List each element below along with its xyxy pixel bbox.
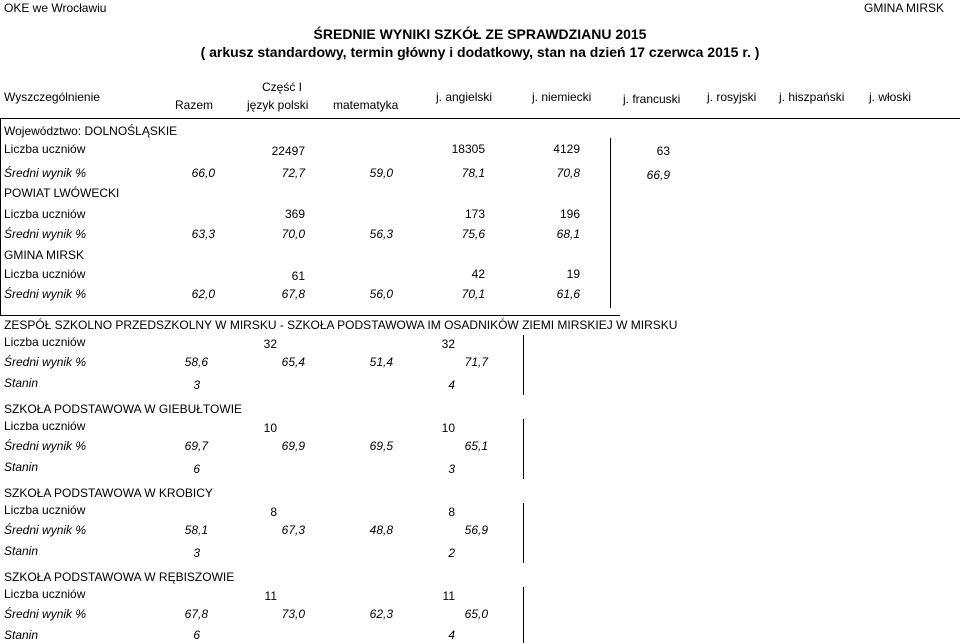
row-label-stanin: Stanin bbox=[4, 544, 39, 558]
sredni-niemiecki: 61,6 bbox=[556, 287, 580, 301]
school-name: SZKOŁA PODSTAWOWA W KROBICY bbox=[4, 486, 213, 500]
section-title: GMINA MIRSK bbox=[4, 248, 85, 262]
row-label-liczba: Liczba uczniów bbox=[4, 587, 86, 601]
sredni-razem: 67,8 bbox=[184, 607, 208, 621]
col-francuski: j. francuski bbox=[623, 92, 681, 106]
sredni-matematyka: 51,4 bbox=[369, 355, 393, 369]
liczba-niemiecki: 4129 bbox=[553, 142, 580, 156]
col-wyszczegolnienie: Wyszczególnienie bbox=[4, 90, 100, 104]
row-label-stanin: Stanin bbox=[4, 460, 39, 474]
row-label-sredni: Średni wynik % bbox=[4, 166, 87, 180]
sredni-polski: 70,0 bbox=[281, 227, 305, 241]
stanin-angielski: 4 bbox=[448, 378, 455, 392]
row-label-liczba: Liczba uczniów bbox=[4, 335, 86, 349]
liczba-niemiecki: 19 bbox=[566, 267, 580, 281]
sredni-razem: 69,7 bbox=[184, 439, 208, 453]
liczba-niemiecki: 196 bbox=[559, 207, 580, 221]
col-wloski: j. włoski bbox=[869, 90, 912, 104]
stanin-razem: 3 bbox=[193, 378, 200, 392]
liczba-angielski: 173 bbox=[464, 207, 485, 221]
header-right: GMINA MIRSK bbox=[863, 1, 944, 15]
row-label-sredni: Średni wynik % bbox=[4, 287, 87, 301]
sredni-angielski: 71,7 bbox=[464, 355, 488, 369]
liczba-angielski: 42 bbox=[471, 267, 485, 281]
col-rosyjski: j. rosyjski bbox=[707, 90, 757, 104]
row-label-sredni: Średni wynik % bbox=[4, 607, 87, 621]
row-label-liczba: Liczba uczniów bbox=[4, 419, 86, 433]
report-subtitle: ( arkusz standardowy, termin główny i dodatkowy, stan na dzień 17 czerwca 2015 r. ) bbox=[200, 44, 760, 60]
stanin-razem: 6 bbox=[193, 462, 200, 476]
sredni-polski: 67,3 bbox=[281, 523, 305, 537]
stanin-angielski: 3 bbox=[448, 462, 455, 476]
section-title: Województwo: DOLNOŚLĄSKIE bbox=[4, 124, 178, 138]
sredni-matematyka: 48,8 bbox=[369, 523, 393, 537]
liczba-angielski: 18305 bbox=[451, 142, 485, 156]
sredni-francuski: 66,9 bbox=[646, 168, 670, 182]
stanin-razem: 6 bbox=[193, 628, 200, 642]
row-label-sredni: Średni wynik % bbox=[4, 439, 87, 453]
liczba-polski: 369 bbox=[284, 207, 305, 221]
col-matematyka: matematyka bbox=[333, 98, 399, 112]
stanin-angielski: 2 bbox=[448, 546, 455, 560]
sredni-niemiecki: 70,8 bbox=[556, 166, 580, 180]
liczba-angielski: 10 bbox=[441, 421, 455, 435]
sredni-matematyka: 56,0 bbox=[369, 287, 393, 301]
stanin-razem: 3 bbox=[193, 546, 200, 560]
col-niemiecki: j. niemiecki bbox=[532, 90, 592, 104]
liczba-francuski: 63 bbox=[656, 144, 670, 158]
sredni-niemiecki: 68,1 bbox=[556, 227, 580, 241]
sredni-matematyka: 56,3 bbox=[369, 227, 393, 241]
sredni-angielski: 78,1 bbox=[461, 166, 485, 180]
liczba-polski: 8 bbox=[270, 505, 277, 519]
header-left: OKE we Wrocławiu bbox=[4, 1, 107, 15]
liczba-polski: 11 bbox=[264, 589, 277, 603]
sredni-angielski: 70,1 bbox=[461, 287, 485, 301]
col-angielski: j. angielski bbox=[436, 90, 493, 104]
row-label-liczba: Liczba uczniów bbox=[4, 267, 86, 281]
school-name: SZKOŁA PODSTAWOWA W RĘBISZOWIE bbox=[4, 570, 235, 584]
liczba-angielski: 32 bbox=[441, 337, 455, 351]
sredni-polski: 69,9 bbox=[281, 439, 305, 453]
sredni-matematyka: 69,5 bbox=[369, 439, 393, 453]
row-label-liczba: Liczba uczniów bbox=[4, 207, 86, 221]
sredni-razem: 66,0 bbox=[191, 166, 215, 180]
sredni-razem: 62,0 bbox=[191, 287, 215, 301]
sredni-polski: 73,0 bbox=[281, 607, 305, 621]
sredni-matematyka: 59,0 bbox=[369, 166, 393, 180]
sredni-angielski: 65,0 bbox=[464, 607, 488, 621]
row-label-liczba: Liczba uczniów bbox=[4, 142, 86, 156]
sredni-polski: 67,8 bbox=[281, 287, 305, 301]
school-name: ZESPÓŁ SZKOLNO PRZEDSZKOLNY W MIRSKU - SZKOŁA PODSTAWOWA IM OSADNIKÓW ZIEMI MIRSKIEJ W MIRSKU bbox=[4, 318, 678, 332]
col-czesc-1: Część I bbox=[262, 80, 303, 94]
sredni-razem: 58,1 bbox=[184, 523, 208, 537]
row-label-stanin: Stanin bbox=[4, 376, 39, 390]
col-jezyk-polski: język polski bbox=[247, 98, 309, 112]
col-hiszpanski: j. hiszpański bbox=[779, 90, 845, 104]
sredni-polski: 72,7 bbox=[281, 166, 305, 180]
sredni-angielski: 56,9 bbox=[464, 523, 488, 537]
liczba-angielski: 11 bbox=[442, 589, 455, 603]
sredni-matematyka: 62,3 bbox=[369, 607, 393, 621]
sredni-polski: 65,4 bbox=[281, 355, 305, 369]
stanin-angielski: 4 bbox=[448, 628, 455, 642]
school-name: SZKOŁA PODSTAWOWA W GIEBUŁTOWIE bbox=[4, 402, 243, 416]
col-razem: Razem bbox=[175, 98, 214, 112]
sredni-angielski: 75,6 bbox=[461, 227, 485, 241]
liczba-polski: 22497 bbox=[271, 144, 305, 158]
row-label-sredni: Średni wynik % bbox=[4, 355, 87, 369]
liczba-polski: 32 bbox=[263, 337, 277, 351]
sredni-razem: 63,3 bbox=[191, 227, 215, 241]
sredni-angielski: 65,1 bbox=[464, 439, 488, 453]
liczba-polski: 61 bbox=[291, 269, 305, 283]
liczba-angielski: 8 bbox=[448, 505, 455, 519]
row-label-sredni: Średni wynik % bbox=[4, 227, 87, 241]
section-title: POWIAT LWÓWECKI bbox=[4, 186, 120, 200]
sredni-razem: 58,6 bbox=[184, 355, 208, 369]
row-label-stanin: Stanin bbox=[4, 628, 39, 642]
liczba-polski: 10 bbox=[263, 421, 277, 435]
row-label-sredni: Średni wynik % bbox=[4, 523, 87, 537]
row-label-liczba: Liczba uczniów bbox=[4, 503, 86, 517]
report-title: ŚREDNIE WYNIKI SZKÓŁ ZE SPRAWDZIANU 2015 bbox=[313, 26, 647, 42]
